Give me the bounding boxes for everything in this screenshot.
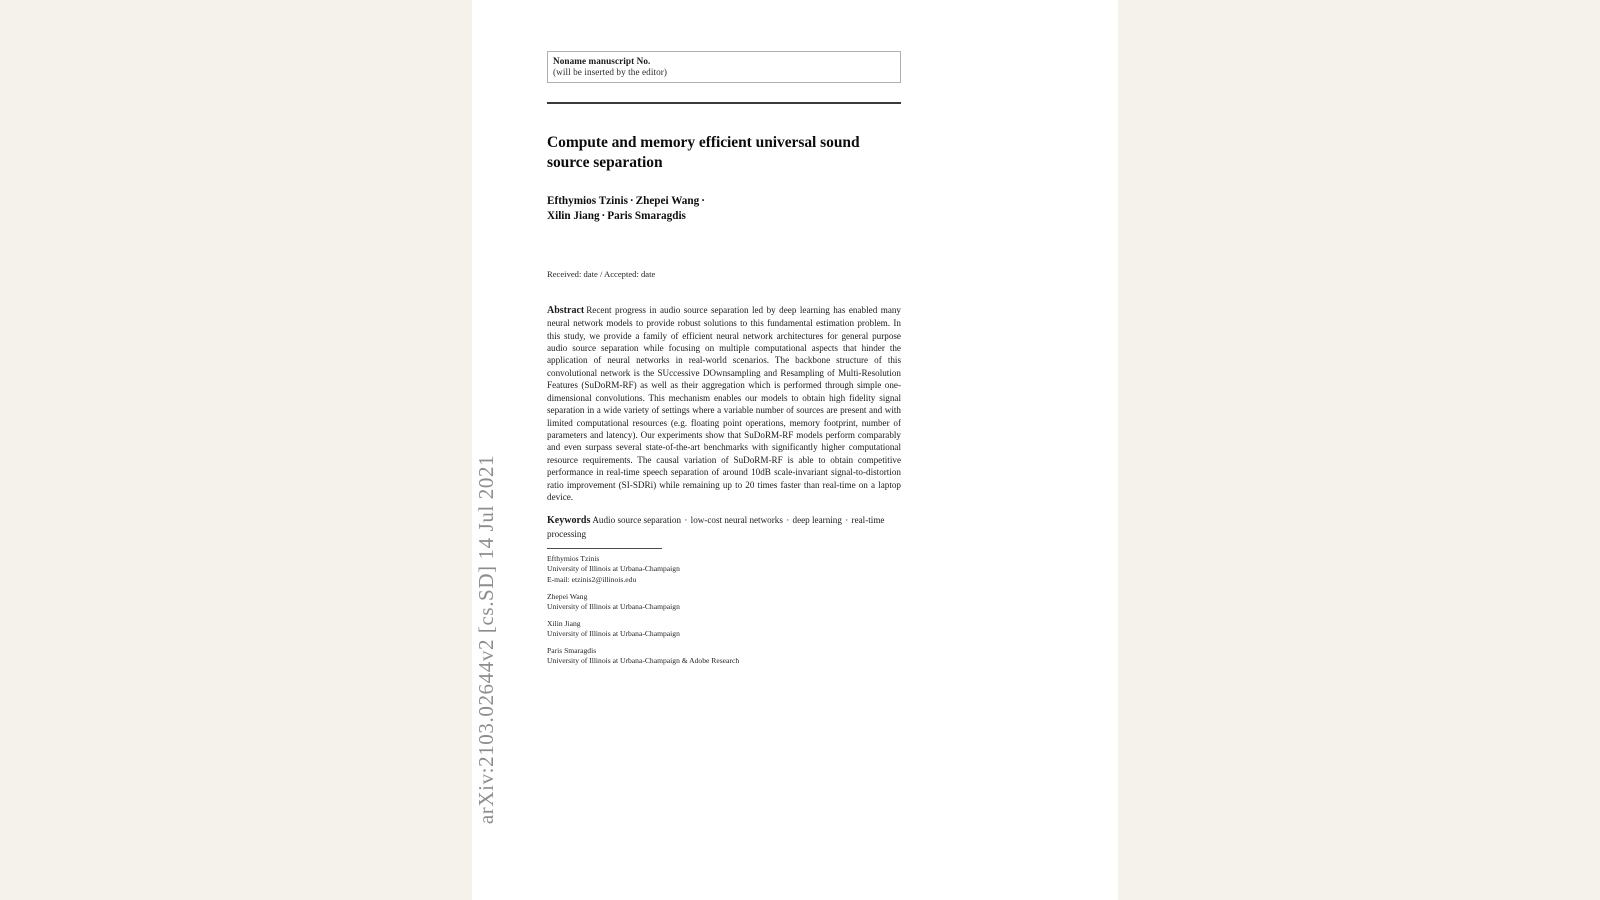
page-title: Compute and memory efficient universal sound source separation (547, 134, 860, 171)
header-divider-rule (547, 102, 901, 104)
author-separator: · (601, 210, 606, 223)
keyword-separator: · (842, 515, 851, 526)
author-list (547, 194, 901, 223)
affiliation-organization: University of Illinois at Urbana-Champaign (547, 628, 680, 638)
affiliation-entry (547, 554, 901, 584)
author-name: Zhepei Wang (635, 195, 700, 208)
paper-page (472, 0, 1118, 900)
affiliation-email[interactable]: E-mail: etzinis2@illinois.edu (547, 574, 637, 584)
arxiv-stamp (472, 272, 502, 825)
author-name: Xilin Jiang (547, 210, 600, 223)
keyword-item: Audio source separation (592, 515, 682, 526)
keyword-item: deep learning (792, 515, 842, 526)
keyword-separator: · (682, 515, 690, 526)
manuscript-number-label: Noname manuscript No. (553, 56, 651, 66)
keyword-separator: · (783, 515, 792, 526)
affiliation-list (547, 554, 901, 666)
author-name: Paris Smaragdis (607, 210, 686, 223)
affiliation-entry (547, 646, 901, 666)
keywords-label: Keywords (547, 515, 591, 527)
affiliation-author-name: Paris Smaragdis (547, 645, 597, 655)
author-separator: · (629, 195, 634, 208)
footnote-separator-rule (547, 548, 662, 549)
affiliation-organization: University of Illinois at Urbana-Champaign & Adobe Research (547, 656, 740, 666)
affiliation-entry (547, 592, 901, 612)
manuscript-header-box (547, 51, 901, 83)
affiliation-author-name: Efthymios Tzinis (547, 554, 600, 564)
affiliation-author-name: Xilin Jiang (547, 618, 581, 628)
keyword-item: real-time processing (547, 515, 885, 539)
paper-content-column (547, 0, 901, 666)
abstract-label: Abstract (547, 304, 585, 316)
affiliation-organization: University of Illinois at Urbana-Champaign (547, 564, 680, 574)
author-separator: · (701, 195, 705, 208)
affiliation-author-name: Zhepei Wang (547, 591, 588, 601)
abstract-paragraph (547, 304, 901, 504)
affiliation-organization: University of Illinois at Urbana-Champaign (547, 601, 680, 611)
keyword-item: low-cost neural networks (690, 515, 783, 526)
author-name: Efthymios Tzinis (547, 195, 628, 208)
arxiv-stamp-text: arXiv:2103.02644v2 [cs.SD] 14 Jul 2021 (474, 454, 499, 825)
keywords-list (547, 515, 884, 539)
received-accepted-line: Received: date / Accepted: date (547, 268, 656, 279)
abstract-body: Recent progress in audio source separation led by deep learning has enabled many neural network models to provide robust solutions to this fundamental estimation problem. In this study, we provide a family of efficient neural network architectures for general purpose audio source separation while focusing on multiple computational aspects that hinder the application of neural networks in real-world scenarios. The backbone structure of this convolutional network is the SUccessive DOwnsampling and Resampling of Multi-Resolution Features (SuDoRM-RF) as well as their aggregation which is performed through simple one-dimensional convolutions. This mechanism enables our models to obtain high fidelity signal separation in a wide variety of settings where a variable number of sources are present and with limited computational resources (e.g. floating point operations, memory footprint, number of parameters and latency). Our experiments show that SuDoRM-RF models perform comparably and even surpass several state-of-the-art benchmarks with significantly higher computational resource requirements. The causal variation of SuDoRM-RF is able to obtain competitive performance in real-time speech separation of around 10dB scale-invariant signal-to-distortion ratio improvement (SI-SDRi) while remaining up to 20 times faster than real-time on a laptop device. (547, 304, 901, 502)
affiliation-entry (547, 619, 901, 639)
manuscript-editor-note: (will be inserted by the editor) (553, 66, 668, 77)
keywords-paragraph (547, 514, 901, 540)
